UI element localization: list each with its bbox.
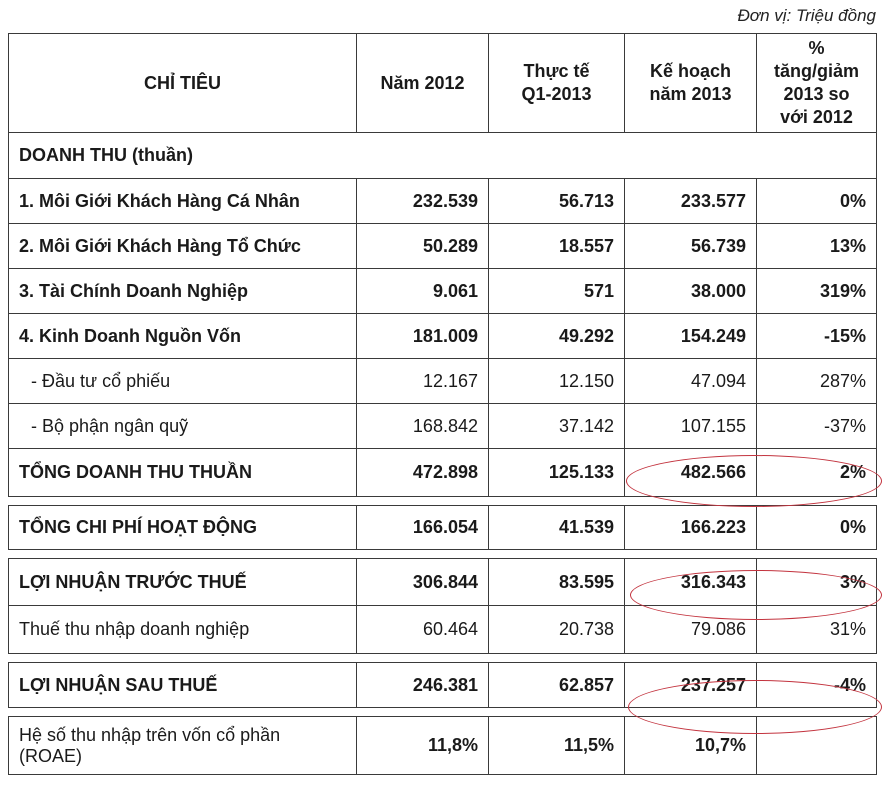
spacer-cell bbox=[9, 497, 877, 506]
table-row-profit-after-tax bbox=[9, 663, 877, 708]
cell-plan-2013: 56.739 bbox=[625, 224, 757, 269]
row-spacer bbox=[9, 654, 877, 663]
table-row-corporate-tax bbox=[9, 606, 877, 654]
cell-q1-2013: 41.539 bbox=[489, 506, 625, 550]
cell-2012: 181.009 bbox=[357, 314, 489, 359]
cell-2012: 246.381 bbox=[357, 663, 489, 708]
table-row bbox=[9, 224, 877, 269]
row-label bbox=[9, 717, 357, 775]
table-row bbox=[9, 359, 877, 404]
cell-2012: 306.844 bbox=[357, 559, 489, 606]
unit-label: Đơn vị: Triệu đồng bbox=[737, 6, 876, 25]
table-row-operating-cost bbox=[9, 506, 877, 550]
row-label: 3. Tài Chính Doanh Nghiệp bbox=[9, 269, 357, 314]
table-header-row bbox=[9, 34, 877, 133]
cell-plan-2013: 47.094 bbox=[625, 359, 757, 404]
table-row bbox=[9, 179, 877, 224]
header-pct-line3: 2013 so bbox=[783, 84, 850, 104]
cell-plan-2013: 38.000 bbox=[625, 269, 757, 314]
row-label: - Bộ phận ngân quỹ bbox=[9, 404, 357, 449]
section-doanh-thu: DOANH THU (thuần) bbox=[9, 133, 877, 179]
table-row bbox=[9, 269, 877, 314]
cell-plan-2013: 316.343 bbox=[625, 559, 757, 606]
row-label: 4. Kinh Doanh Nguồn Vốn bbox=[9, 314, 357, 359]
spacer-cell bbox=[9, 708, 877, 717]
row-label: 1. Môi Giới Khách Hàng Cá Nhân bbox=[9, 179, 357, 224]
cell-plan-2013: 79.086 bbox=[625, 606, 757, 654]
cell-q1-2013: 125.133 bbox=[489, 449, 625, 497]
cell-2012: 9.061 bbox=[357, 269, 489, 314]
cell-2012: 472.898 bbox=[357, 449, 489, 497]
header-thuc-te-line2: Q1-2013 bbox=[521, 84, 592, 104]
roae-label-line2: (ROAE) bbox=[19, 745, 82, 766]
row-spacer bbox=[9, 550, 877, 559]
row-label: TỔNG DOANH THU THUẦN bbox=[9, 449, 357, 497]
row-label: Thuế thu nhập doanh nghiệp bbox=[9, 606, 357, 654]
header-ke-hoach-line2: năm 2013 bbox=[649, 84, 732, 104]
table-row-profit-before-tax bbox=[9, 559, 877, 606]
cell-q1-2013: 18.557 bbox=[489, 224, 625, 269]
cell-q1-2013: 571 bbox=[489, 269, 625, 314]
cell-pct: 13% bbox=[757, 224, 877, 269]
section-row-doanh-thu bbox=[9, 133, 877, 179]
cell-pct: 3% bbox=[757, 559, 877, 606]
cell-2012: 60.464 bbox=[357, 606, 489, 654]
cell-pct: -15% bbox=[757, 314, 877, 359]
cell-2012: 11,8% bbox=[357, 717, 489, 775]
row-label: 2. Môi Giới Khách Hàng Tổ Chức bbox=[9, 224, 357, 269]
row-spacer bbox=[9, 497, 877, 506]
table-row-roae bbox=[9, 717, 877, 775]
table-row-total-revenue bbox=[9, 449, 877, 497]
table-row bbox=[9, 314, 877, 359]
cell-plan-2013: 233.577 bbox=[625, 179, 757, 224]
row-label: TỔNG CHI PHÍ HOẠT ĐỘNG bbox=[9, 506, 357, 550]
cell-pct: -4% bbox=[757, 663, 877, 708]
header-pct-line1: % bbox=[808, 38, 825, 58]
header-ke-hoach bbox=[625, 34, 757, 133]
cell-2012: 168.842 bbox=[357, 404, 489, 449]
header-pct-change bbox=[757, 34, 877, 133]
cell-pct: 31% bbox=[757, 606, 877, 654]
row-label: LỢI NHUẬN SAU THUẾ bbox=[9, 663, 357, 708]
header-ke-hoach-line1: Kế hoạch bbox=[649, 61, 732, 81]
header-thuc-te bbox=[489, 34, 625, 133]
cell-q1-2013: 20.738 bbox=[489, 606, 625, 654]
cell-2012: 12.167 bbox=[357, 359, 489, 404]
header-thuc-te-line1: Thực tế bbox=[523, 61, 590, 81]
roae-label-line1: Hệ số thu nhập trên vốn cổ phần bbox=[19, 724, 281, 745]
cell-plan-2013: 482.566 bbox=[625, 449, 757, 497]
cell-plan-2013: 166.223 bbox=[625, 506, 757, 550]
cell-pct: 0% bbox=[757, 506, 877, 550]
cell-q1-2013: 62.857 bbox=[489, 663, 625, 708]
cell-pct: -37% bbox=[757, 404, 877, 449]
row-label: - Đầu tư cổ phiếu bbox=[9, 359, 357, 404]
cell-pct: 0% bbox=[757, 179, 877, 224]
cell-pct: 319% bbox=[757, 269, 877, 314]
cell-plan-2013: 10,7% bbox=[625, 717, 757, 775]
cell-2012: 232.539 bbox=[357, 179, 489, 224]
cell-q1-2013: 56.713 bbox=[489, 179, 625, 224]
cell-plan-2013: 107.155 bbox=[625, 404, 757, 449]
header-chi-tieu: CHỈ TIÊU bbox=[9, 34, 357, 133]
spacer-cell bbox=[9, 550, 877, 559]
cell-plan-2013: 237.257 bbox=[625, 663, 757, 708]
row-spacer bbox=[9, 708, 877, 717]
financial-table bbox=[8, 33, 877, 775]
cell-q1-2013: 49.292 bbox=[489, 314, 625, 359]
table-row bbox=[9, 404, 877, 449]
cell-q1-2013: 37.142 bbox=[489, 404, 625, 449]
cell-pct: 2% bbox=[757, 449, 877, 497]
cell-plan-2013: 154.249 bbox=[625, 314, 757, 359]
cell-2012: 166.054 bbox=[357, 506, 489, 550]
header-nam-2012: Năm 2012 bbox=[357, 34, 489, 133]
cell-pct bbox=[757, 717, 877, 775]
spacer-cell bbox=[9, 654, 877, 663]
header-pct-line2: tăng/giảm bbox=[773, 61, 859, 81]
cell-pct: 287% bbox=[757, 359, 877, 404]
cell-q1-2013: 83.595 bbox=[489, 559, 625, 606]
header-pct-line4: với 2012 bbox=[780, 107, 853, 127]
cell-2012: 50.289 bbox=[357, 224, 489, 269]
cell-q1-2013: 11,5% bbox=[489, 717, 625, 775]
cell-q1-2013: 12.150 bbox=[489, 359, 625, 404]
row-label: LỢI NHUẬN TRƯỚC THUẾ bbox=[9, 559, 357, 606]
